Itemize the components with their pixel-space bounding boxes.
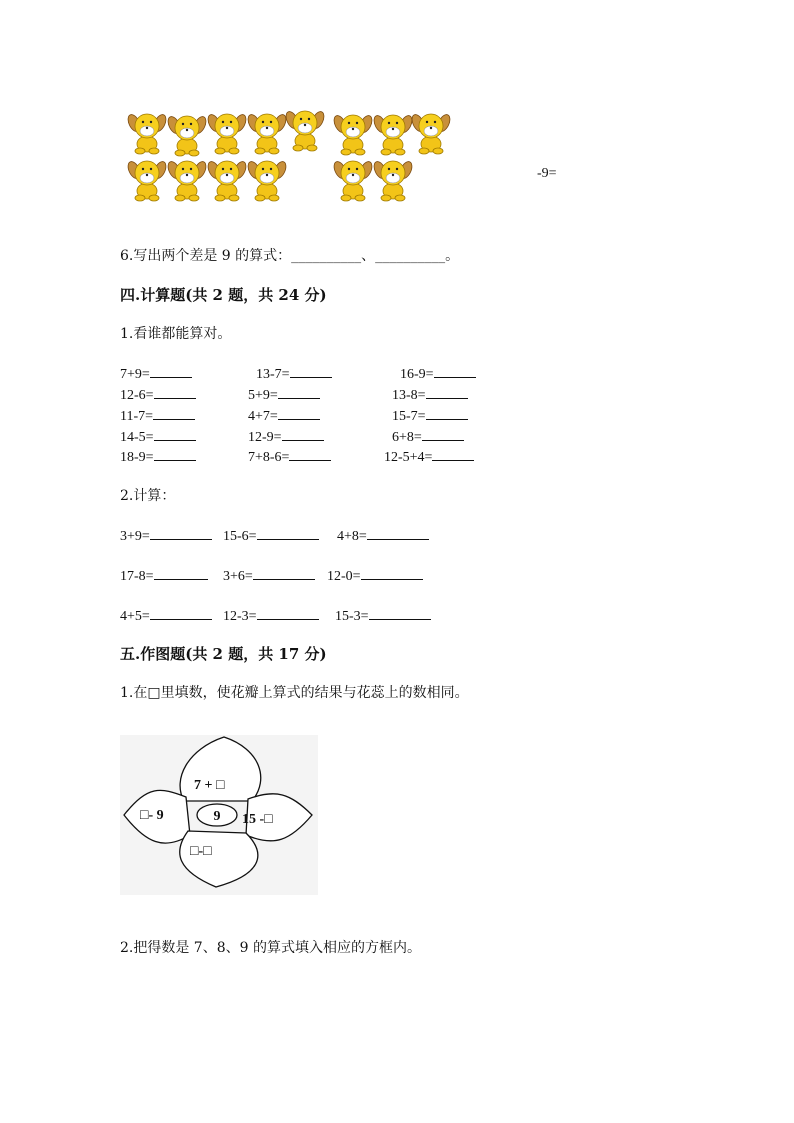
puppies-picture [125, 105, 460, 205]
q1-item [256, 364, 332, 383]
q2-expression: 4+8= [337, 529, 367, 544]
puppy-icon [166, 160, 209, 201]
flower-diagram [120, 735, 318, 895]
q2-expression: 15-3= [335, 609, 369, 624]
answer-blank[interactable] [434, 364, 476, 378]
q1-item [400, 364, 476, 383]
q2-item [120, 526, 212, 545]
bottom-petal-expression: □-□ [190, 844, 212, 859]
puppy-icon [284, 110, 327, 151]
q1-expression: 16-9= [400, 367, 434, 382]
puppy-expression: -9= [537, 166, 557, 181]
puppy-icon [126, 113, 169, 154]
answer-blank[interactable] [290, 364, 332, 378]
answer-blank[interactable] [369, 606, 431, 620]
answer-blank[interactable] [289, 447, 331, 461]
q1-item [392, 427, 464, 446]
q1-item [384, 447, 474, 466]
q2-item [120, 566, 208, 585]
puppy-icon [206, 113, 249, 154]
q2-item [335, 606, 431, 625]
q1-item [248, 385, 320, 404]
q1-item [248, 406, 320, 425]
center-number: 9 [213, 809, 221, 824]
puppy-icon [332, 160, 375, 201]
q1-expression: 12-9= [248, 430, 282, 445]
q1-expression: 13-8= [392, 388, 426, 403]
q2-item [120, 606, 212, 625]
answer-blank[interactable] [361, 566, 423, 580]
puppy-icon [246, 160, 289, 201]
answer-blank[interactable] [426, 385, 468, 399]
q2-expression: 3+6= [223, 569, 253, 584]
q1-expression: 11-7= [120, 409, 154, 424]
q1-item [120, 447, 196, 466]
puppy-icon [410, 113, 453, 154]
puppy-icon [372, 160, 415, 201]
q1-item [120, 406, 195, 425]
q2-expression: 17-8= [120, 569, 154, 584]
q1-expression: 7+9= [120, 367, 150, 382]
answer-blank[interactable] [150, 606, 212, 620]
q1-expression: 12-6= [120, 388, 154, 403]
q2-item [223, 566, 315, 585]
q1-expression: 7+8-6= [248, 450, 290, 465]
answer-blank[interactable] [282, 427, 324, 441]
q1-expression: 13-7= [256, 367, 290, 382]
question-6: 6.写出两个差是 9 的算式：__________、__________。 [120, 248, 460, 264]
section-4-q1-title: 1.看谁都能算对。 [120, 326, 232, 342]
right-petal-expression: 15 -□ [242, 812, 273, 827]
answer-blank[interactable] [432, 447, 474, 461]
section-5-heading: 五.作图题(共 2 题，共 17 分) [120, 645, 327, 663]
left-petal-expression: □- 9 [140, 808, 164, 823]
answer-blank[interactable] [150, 364, 192, 378]
answer-blank[interactable] [154, 427, 196, 441]
answer-blank[interactable] [278, 385, 320, 399]
q1-item [392, 406, 468, 425]
q2-item [337, 526, 429, 545]
answer-blank[interactable] [278, 406, 320, 420]
q1-item [120, 364, 192, 383]
section-5-q2-title: 2.把得数是 7、8、9 的算式填入相应的方框内。 [120, 940, 421, 956]
puppy-icon [246, 113, 289, 154]
puppy-icon [166, 115, 209, 156]
puppy-icon [126, 160, 169, 201]
q2-expression: 4+5= [120, 609, 150, 624]
q1-expression: 14-5= [120, 430, 154, 445]
q1-expression: 4+7= [248, 409, 278, 424]
puppy-icon [206, 160, 249, 201]
q1-item [248, 427, 324, 446]
q1-item [120, 427, 196, 446]
q2-item [223, 606, 319, 625]
q2-expression: 12-3= [223, 609, 257, 624]
puppy-icon [332, 114, 375, 155]
q2-item [223, 526, 319, 545]
answer-blank[interactable] [367, 526, 429, 540]
q1-expression: 15-7= [392, 409, 426, 424]
answer-blank[interactable] [150, 526, 212, 540]
q1-item [248, 447, 331, 466]
answer-blank[interactable] [257, 526, 319, 540]
q1-item [120, 385, 196, 404]
answer-blank[interactable] [422, 427, 464, 441]
answer-blank[interactable] [154, 385, 196, 399]
q1-expression: 18-9= [120, 450, 154, 465]
section-4-heading: 四.计算题(共 2 题，共 24 分) [120, 286, 327, 304]
section-5-q1-title: 1.在□里填数，使花瓣上算式的结果与花蕊上的数相同。 [120, 685, 469, 701]
answer-blank[interactable] [154, 447, 196, 461]
q1-expression: 6+8= [392, 430, 422, 445]
answer-blank[interactable] [153, 406, 195, 420]
top-petal-expression: 7 + □ [194, 778, 225, 793]
answer-blank[interactable] [257, 606, 319, 620]
puppy-icon [372, 114, 415, 155]
q2-expression: 15-6= [223, 529, 257, 544]
answer-blank[interactable] [154, 566, 208, 580]
q1-item [392, 385, 468, 404]
answer-blank[interactable] [253, 566, 315, 580]
section-4-q2-title: 2.计算： [120, 488, 176, 504]
q2-expression: 3+9= [120, 529, 150, 544]
q2-expression: 12-0= [327, 569, 361, 584]
answer-blank[interactable] [426, 406, 468, 420]
q2-item [327, 566, 423, 585]
q1-expression: 5+9= [248, 388, 278, 403]
q1-expression: 12-5+4= [384, 450, 433, 465]
